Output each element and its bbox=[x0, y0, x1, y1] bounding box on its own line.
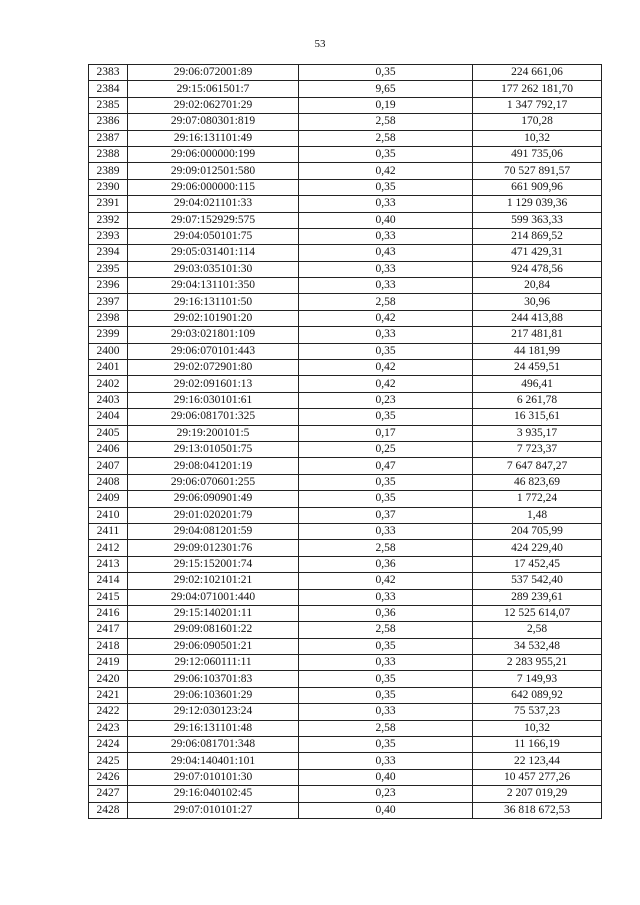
rate-cell: 0,43 bbox=[299, 245, 473, 261]
value-cell: 24 459,51 bbox=[473, 360, 602, 376]
table-row bbox=[89, 65, 602, 81]
value-cell: 204 705,99 bbox=[473, 523, 602, 539]
row-number-cell: 2425 bbox=[89, 753, 128, 769]
row-number-cell: 2393 bbox=[89, 228, 128, 244]
value-cell: 75 537,23 bbox=[473, 704, 602, 720]
row-number-cell: 2408 bbox=[89, 474, 128, 490]
value-cell: 1 772,24 bbox=[473, 491, 602, 507]
rate-cell: 0,35 bbox=[299, 638, 473, 654]
rate-cell: 0,40 bbox=[299, 212, 473, 228]
value-cell: 2 207 019,29 bbox=[473, 786, 602, 802]
cadastral-number-cell: 29:06:000000:115 bbox=[128, 179, 299, 195]
table-row bbox=[89, 343, 602, 359]
table-row bbox=[89, 179, 602, 195]
cadastral-number-cell: 29:07:152929:575 bbox=[128, 212, 299, 228]
rate-cell: 0,35 bbox=[299, 409, 473, 425]
rate-cell: 2,58 bbox=[299, 294, 473, 310]
table-row bbox=[89, 376, 602, 392]
rate-cell: 0,35 bbox=[299, 65, 473, 81]
cadastral-number-cell: 29:02:091601:13 bbox=[128, 376, 299, 392]
table-row bbox=[89, 97, 602, 113]
cadastral-number-cell: 29:02:101901:20 bbox=[128, 310, 299, 326]
cadastral-number-cell: 29:06:000000:199 bbox=[128, 146, 299, 162]
table-row bbox=[89, 687, 602, 703]
row-number-cell: 2406 bbox=[89, 441, 128, 457]
table-row bbox=[89, 786, 602, 802]
row-number-cell: 2423 bbox=[89, 720, 128, 736]
value-cell: 36 818 672,53 bbox=[473, 802, 602, 818]
table-row bbox=[89, 261, 602, 277]
rate-cell: 0,35 bbox=[299, 179, 473, 195]
value-cell: 599 363,33 bbox=[473, 212, 602, 228]
table-row bbox=[89, 802, 602, 818]
rate-cell: 0,42 bbox=[299, 360, 473, 376]
table-row bbox=[89, 638, 602, 654]
table-row bbox=[89, 114, 602, 130]
cadastral-number-cell: 29:16:131101:50 bbox=[128, 294, 299, 310]
table-row bbox=[89, 523, 602, 539]
row-number-cell: 2390 bbox=[89, 179, 128, 195]
table-row bbox=[89, 146, 602, 162]
table-row bbox=[89, 130, 602, 146]
table-row bbox=[89, 769, 602, 785]
rate-cell: 0,35 bbox=[299, 343, 473, 359]
row-number-cell: 2420 bbox=[89, 671, 128, 687]
cadastral-number-cell: 29:15:152001:74 bbox=[128, 556, 299, 572]
rate-cell: 0,33 bbox=[299, 589, 473, 605]
table-row bbox=[89, 491, 602, 507]
row-number-cell: 2427 bbox=[89, 786, 128, 802]
rate-cell: 0,42 bbox=[299, 376, 473, 392]
row-number-cell: 2389 bbox=[89, 163, 128, 179]
rate-cell: 0,33 bbox=[299, 655, 473, 671]
rate-cell: 0,23 bbox=[299, 392, 473, 408]
value-cell: 1,48 bbox=[473, 507, 602, 523]
rate-cell: 0,42 bbox=[299, 163, 473, 179]
table-row bbox=[89, 81, 602, 97]
rate-cell: 0,42 bbox=[299, 310, 473, 326]
table-row bbox=[89, 228, 602, 244]
rate-cell: 9,65 bbox=[299, 81, 473, 97]
table-row bbox=[89, 163, 602, 179]
rate-cell: 0,33 bbox=[299, 327, 473, 343]
table-row bbox=[89, 474, 602, 490]
table-row bbox=[89, 425, 602, 441]
row-number-cell: 2419 bbox=[89, 655, 128, 671]
row-number-cell: 2399 bbox=[89, 327, 128, 343]
value-cell: 471 429,31 bbox=[473, 245, 602, 261]
table-row bbox=[89, 573, 602, 589]
value-cell: 10 457 277,26 bbox=[473, 769, 602, 785]
value-cell: 924 478,56 bbox=[473, 261, 602, 277]
row-number-cell: 2412 bbox=[89, 540, 128, 556]
table-row bbox=[89, 409, 602, 425]
table-row bbox=[89, 720, 602, 736]
table-row bbox=[89, 212, 602, 228]
value-cell: 537 542,40 bbox=[473, 573, 602, 589]
value-cell: 70 527 891,57 bbox=[473, 163, 602, 179]
table-row bbox=[89, 540, 602, 556]
value-cell: 496,41 bbox=[473, 376, 602, 392]
value-cell: 34 532,48 bbox=[473, 638, 602, 654]
value-cell: 6 261,78 bbox=[473, 392, 602, 408]
row-number-cell: 2396 bbox=[89, 278, 128, 294]
cadastral-number-cell: 29:15:140201:11 bbox=[128, 605, 299, 621]
cadastral-number-cell: 29:06:081701:325 bbox=[128, 409, 299, 425]
rate-cell: 2,58 bbox=[299, 720, 473, 736]
cadastral-number-cell: 29:07:010101:30 bbox=[128, 769, 299, 785]
cadastral-number-cell: 29:01:020201:79 bbox=[128, 507, 299, 523]
row-number-cell: 2391 bbox=[89, 196, 128, 212]
row-number-cell: 2418 bbox=[89, 638, 128, 654]
value-cell: 20,84 bbox=[473, 278, 602, 294]
value-cell: 30,96 bbox=[473, 294, 602, 310]
rate-cell: 0,35 bbox=[299, 687, 473, 703]
rate-cell: 0,40 bbox=[299, 769, 473, 785]
row-number-cell: 2383 bbox=[89, 65, 128, 81]
table-body bbox=[89, 65, 602, 819]
rate-cell: 2,58 bbox=[299, 130, 473, 146]
rate-cell: 0,35 bbox=[299, 474, 473, 490]
cadastral-number-cell: 29:04:021101:33 bbox=[128, 196, 299, 212]
rate-cell: 0,35 bbox=[299, 737, 473, 753]
value-cell: 2,58 bbox=[473, 622, 602, 638]
table-row bbox=[89, 622, 602, 638]
cadastral-number-cell: 29:16:131101:48 bbox=[128, 720, 299, 736]
value-cell: 46 823,69 bbox=[473, 474, 602, 490]
value-cell: 22 123,44 bbox=[473, 753, 602, 769]
cadastral-number-cell: 29:16:040102:45 bbox=[128, 786, 299, 802]
table-row bbox=[89, 605, 602, 621]
row-number-cell: 2410 bbox=[89, 507, 128, 523]
value-cell: 10,32 bbox=[473, 130, 602, 146]
cadastral-number-cell: 29:02:102101:21 bbox=[128, 573, 299, 589]
rate-cell: 0,25 bbox=[299, 441, 473, 457]
cadastral-number-cell: 29:02:072901:80 bbox=[128, 360, 299, 376]
rate-cell: 0,17 bbox=[299, 425, 473, 441]
cadastral-number-cell: 29:07:080301:819 bbox=[128, 114, 299, 130]
cadastral-number-cell: 29:06:090901:49 bbox=[128, 491, 299, 507]
table-row bbox=[89, 196, 602, 212]
value-cell: 214 869,52 bbox=[473, 228, 602, 244]
value-cell: 44 181,99 bbox=[473, 343, 602, 359]
value-cell: 7 723,37 bbox=[473, 441, 602, 457]
cadastral-number-cell: 29:16:131101:49 bbox=[128, 130, 299, 146]
value-cell: 3 935,17 bbox=[473, 425, 602, 441]
cadastral-number-cell: 29:06:090501:21 bbox=[128, 638, 299, 654]
value-cell: 11 166,19 bbox=[473, 737, 602, 753]
value-cell: 642 089,92 bbox=[473, 687, 602, 703]
data-table bbox=[88, 64, 602, 819]
rate-cell: 0,33 bbox=[299, 196, 473, 212]
rate-cell: 0,36 bbox=[299, 556, 473, 572]
row-number-cell: 2401 bbox=[89, 360, 128, 376]
rate-cell: 2,58 bbox=[299, 540, 473, 556]
row-number-cell: 2417 bbox=[89, 622, 128, 638]
value-cell: 491 735,06 bbox=[473, 146, 602, 162]
cadastral-number-cell: 29:06:070101:443 bbox=[128, 343, 299, 359]
row-number-cell: 2414 bbox=[89, 573, 128, 589]
row-number-cell: 2402 bbox=[89, 376, 128, 392]
value-cell: 1 347 792,17 bbox=[473, 97, 602, 113]
row-number-cell: 2405 bbox=[89, 425, 128, 441]
rate-cell: 0,23 bbox=[299, 786, 473, 802]
row-number-cell: 2415 bbox=[89, 589, 128, 605]
rate-cell: 0,33 bbox=[299, 704, 473, 720]
rate-cell: 2,58 bbox=[299, 622, 473, 638]
value-cell: 289 239,61 bbox=[473, 589, 602, 605]
table-row bbox=[89, 245, 602, 261]
cadastral-number-cell: 29:04:050101:75 bbox=[128, 228, 299, 244]
table-row bbox=[89, 704, 602, 720]
row-number-cell: 2385 bbox=[89, 97, 128, 113]
rate-cell: 0,37 bbox=[299, 507, 473, 523]
row-number-cell: 2413 bbox=[89, 556, 128, 572]
row-number-cell: 2411 bbox=[89, 523, 128, 539]
rate-cell: 0,35 bbox=[299, 671, 473, 687]
value-cell: 16 315,61 bbox=[473, 409, 602, 425]
table-row bbox=[89, 310, 602, 326]
cadastral-number-cell: 29:12:030123:24 bbox=[128, 704, 299, 720]
value-cell: 424 229,40 bbox=[473, 540, 602, 556]
row-number-cell: 2395 bbox=[89, 261, 128, 277]
cadastral-number-cell: 29:06:081701:348 bbox=[128, 737, 299, 753]
table-row bbox=[89, 441, 602, 457]
table-row bbox=[89, 737, 602, 753]
table-row bbox=[89, 589, 602, 605]
table-row bbox=[89, 360, 602, 376]
cadastral-number-cell: 29:05:031401:114 bbox=[128, 245, 299, 261]
table-row bbox=[89, 392, 602, 408]
rate-cell: 0,33 bbox=[299, 278, 473, 294]
page-number: 53 bbox=[314, 38, 326, 50]
row-number-cell: 2404 bbox=[89, 409, 128, 425]
row-number-cell: 2400 bbox=[89, 343, 128, 359]
rate-cell: 0,19 bbox=[299, 97, 473, 113]
rate-cell: 0,42 bbox=[299, 573, 473, 589]
table-row bbox=[89, 278, 602, 294]
cadastral-number-cell: 29:04:131101:350 bbox=[128, 278, 299, 294]
rate-cell: 0,33 bbox=[299, 228, 473, 244]
cadastral-number-cell: 29:12:060111:11 bbox=[128, 655, 299, 671]
cadastral-number-cell: 29:06:072001:89 bbox=[128, 65, 299, 81]
cadastral-number-cell: 29:04:081201:59 bbox=[128, 523, 299, 539]
rate-cell: 0,36 bbox=[299, 605, 473, 621]
cadastral-number-cell: 29:07:010101:27 bbox=[128, 802, 299, 818]
cadastral-number-cell: 29:04:140401:101 bbox=[128, 753, 299, 769]
rate-cell: 0,47 bbox=[299, 458, 473, 474]
rate-cell: 0,33 bbox=[299, 523, 473, 539]
table-row bbox=[89, 294, 602, 310]
row-number-cell: 2428 bbox=[89, 802, 128, 818]
cadastral-number-cell: 29:09:081601:22 bbox=[128, 622, 299, 638]
table-row bbox=[89, 556, 602, 572]
value-cell: 17 452,45 bbox=[473, 556, 602, 572]
row-number-cell: 2394 bbox=[89, 245, 128, 261]
row-number-cell: 2421 bbox=[89, 687, 128, 703]
table-row bbox=[89, 753, 602, 769]
row-number-cell: 2424 bbox=[89, 737, 128, 753]
value-cell: 170,28 bbox=[473, 114, 602, 130]
row-number-cell: 2426 bbox=[89, 769, 128, 785]
cadastral-number-cell: 29:16:030101:61 bbox=[128, 392, 299, 408]
table-row bbox=[89, 327, 602, 343]
rate-cell: 0,35 bbox=[299, 146, 473, 162]
value-cell: 10,32 bbox=[473, 720, 602, 736]
rate-cell: 0,35 bbox=[299, 491, 473, 507]
cadastral-number-cell: 29:06:070601:255 bbox=[128, 474, 299, 490]
cadastral-number-cell: 29:06:103601:29 bbox=[128, 687, 299, 703]
value-cell: 217 481,81 bbox=[473, 327, 602, 343]
row-number-cell: 2388 bbox=[89, 146, 128, 162]
cadastral-number-cell: 29:15:061501:7 bbox=[128, 81, 299, 97]
cadastral-number-cell: 29:09:012301:76 bbox=[128, 540, 299, 556]
cadastral-number-cell: 29:09:012501:580 bbox=[128, 163, 299, 179]
rate-cell: 2,58 bbox=[299, 114, 473, 130]
rate-cell: 0,33 bbox=[299, 753, 473, 769]
cadastral-number-cell: 29:02:062701:29 bbox=[128, 97, 299, 113]
value-cell: 7 647 847,27 bbox=[473, 458, 602, 474]
row-number-cell: 2422 bbox=[89, 704, 128, 720]
table-row bbox=[89, 655, 602, 671]
cadastral-number-cell: 29:04:071001:440 bbox=[128, 589, 299, 605]
value-cell: 661 909,96 bbox=[473, 179, 602, 195]
row-number-cell: 2387 bbox=[89, 130, 128, 146]
row-number-cell: 2397 bbox=[89, 294, 128, 310]
row-number-cell: 2409 bbox=[89, 491, 128, 507]
value-cell: 177 262 181,70 bbox=[473, 81, 602, 97]
cadastral-number-cell: 29:13:010501:75 bbox=[128, 441, 299, 457]
cadastral-number-cell: 29:03:035101:30 bbox=[128, 261, 299, 277]
cadastral-number-cell: 29:06:103701:83 bbox=[128, 671, 299, 687]
rate-cell: 0,40 bbox=[299, 802, 473, 818]
value-cell: 224 661,06 bbox=[473, 65, 602, 81]
cadastral-number-cell: 29:08:041201:19 bbox=[128, 458, 299, 474]
value-cell: 7 149,93 bbox=[473, 671, 602, 687]
value-cell: 244 413,88 bbox=[473, 310, 602, 326]
row-number-cell: 2416 bbox=[89, 605, 128, 621]
cadastral-number-cell: 29:03:021801:109 bbox=[128, 327, 299, 343]
row-number-cell: 2403 bbox=[89, 392, 128, 408]
row-number-cell: 2392 bbox=[89, 212, 128, 228]
table-row bbox=[89, 507, 602, 523]
rate-cell: 0,33 bbox=[299, 261, 473, 277]
cadastral-number-cell: 29:19:200101:5 bbox=[128, 425, 299, 441]
row-number-cell: 2386 bbox=[89, 114, 128, 130]
row-number-cell: 2398 bbox=[89, 310, 128, 326]
table-row bbox=[89, 671, 602, 687]
value-cell: 1 129 039,36 bbox=[473, 196, 602, 212]
row-number-cell: 2407 bbox=[89, 458, 128, 474]
row-number-cell: 2384 bbox=[89, 81, 128, 97]
value-cell: 12 525 614,07 bbox=[473, 605, 602, 621]
table-row bbox=[89, 458, 602, 474]
value-cell: 2 283 955,21 bbox=[473, 655, 602, 671]
